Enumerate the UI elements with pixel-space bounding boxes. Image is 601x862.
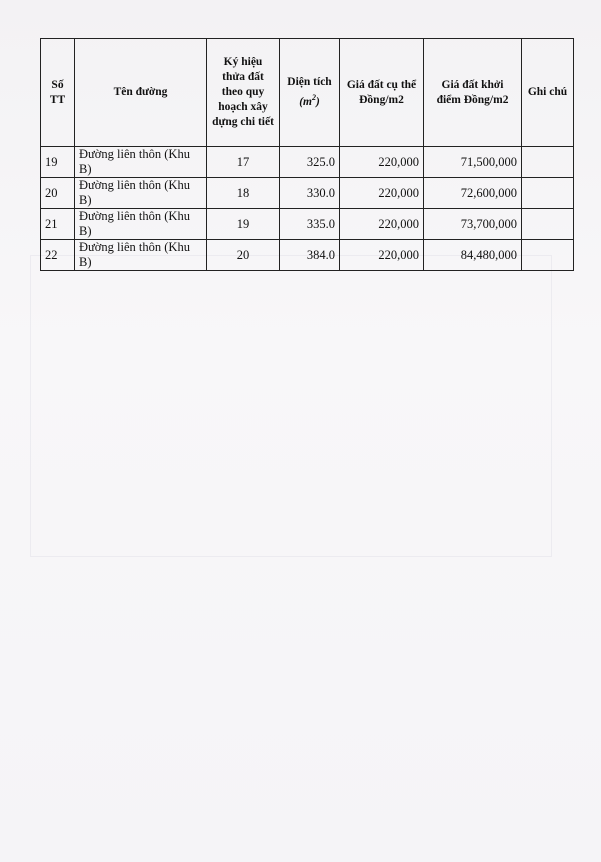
cell-ghi-chu: [522, 147, 574, 178]
cell-ghi-chu: [522, 209, 574, 240]
table-row: [41, 240, 574, 271]
cell-gia-khoi-diem: 73,700,000: [424, 209, 522, 240]
cell-dien-tich: 384.0: [280, 240, 340, 271]
cell-gia-cu-the: 220,000: [340, 147, 424, 178]
cell-stt: 19: [41, 147, 75, 178]
header-gia-khoi-diem: Giá đất khởi điểm Đồng/m2: [424, 39, 522, 147]
cell-stt: 21: [41, 209, 75, 240]
table-row: [41, 178, 574, 209]
cell-gia-cu-the: 220,000: [340, 209, 424, 240]
table-row: [41, 209, 574, 240]
table-header-row: [41, 39, 574, 147]
cell-ky-hieu: 19: [207, 209, 280, 240]
cell-ghi-chu: [522, 178, 574, 209]
cell-gia-cu-the: 220,000: [340, 240, 424, 271]
cell-ky-hieu: 18: [207, 178, 280, 209]
header-dien-tich-label: Diện tích: [287, 76, 332, 89]
cell-ten-duong: Đường liên thôn (Khu B): [75, 240, 207, 271]
header-ky-hieu: Ký hiệu thửa đất theo quy hoạch xây dựng chi tiết: [207, 39, 280, 147]
header-stt: Số TT: [41, 39, 75, 147]
table-row: [41, 147, 574, 178]
cell-dien-tich: 325.0: [280, 147, 340, 178]
header-gia-cu-the: Giá đất cụ thể Đồng/m2: [340, 39, 424, 147]
cell-gia-khoi-diem: 72,600,000: [424, 178, 522, 209]
cell-ky-hieu: 20: [207, 240, 280, 271]
cell-stt: 20: [41, 178, 75, 209]
cell-gia-khoi-diem: 71,500,000: [424, 147, 522, 178]
cell-ten-duong: Đường liên thôn (Khu B): [75, 178, 207, 209]
cell-gia-cu-the: 220,000: [340, 178, 424, 209]
cell-ten-duong: Đường liên thôn (Khu B): [75, 209, 207, 240]
cell-ghi-chu: [522, 240, 574, 271]
cell-ky-hieu: 17: [207, 147, 280, 178]
cell-dien-tich: 335.0: [280, 209, 340, 240]
cell-stt: 22: [41, 240, 75, 271]
land-price-table: [40, 38, 574, 271]
show-through-table: [30, 255, 552, 557]
cell-gia-khoi-diem: 84,480,000: [424, 240, 522, 271]
header-dien-tich: [280, 39, 340, 147]
header-ten-duong: Tên đường: [75, 39, 207, 147]
cell-dien-tich: 330.0: [280, 178, 340, 209]
header-ghi-chu: Ghi chú: [522, 39, 574, 147]
header-dien-tich-unit: $(m^2)$: [299, 93, 320, 108]
cell-ten-duong: Đường liên thôn (Khu B): [75, 147, 207, 178]
